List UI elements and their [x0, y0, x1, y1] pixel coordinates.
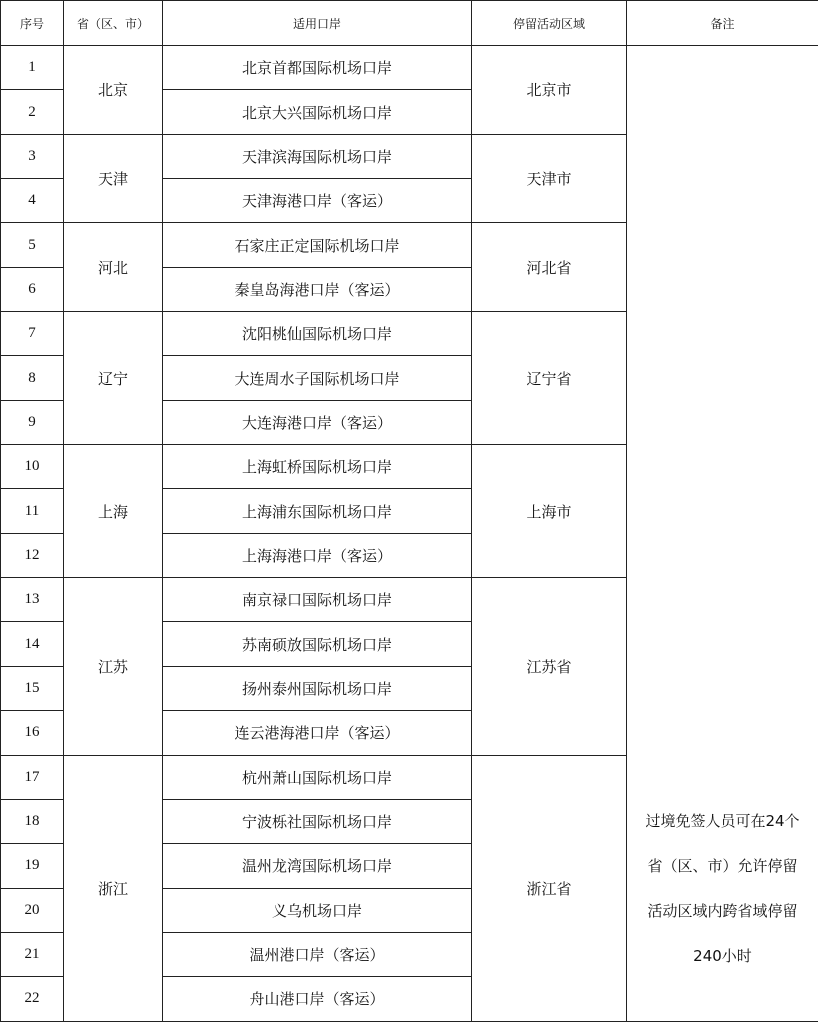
header-row — [1, 1, 818, 46]
row-area: 浙江省 — [472, 755, 627, 1021]
row-seq: 1 — [1, 46, 64, 90]
row-seq: 11 — [1, 489, 64, 533]
row-port: 杭州萧山国际机场口岸 — [163, 755, 472, 799]
row-area: 江苏省 — [472, 578, 627, 755]
row-seq: 12 — [1, 533, 64, 577]
table-row — [1, 46, 818, 90]
row-seq: 20 — [1, 888, 64, 932]
row-seq: 6 — [1, 267, 64, 311]
row-seq: 22 — [1, 977, 64, 1021]
row-seq: 7 — [1, 312, 64, 356]
row-area: 上海市 — [472, 445, 627, 578]
row-seq: 18 — [1, 799, 64, 843]
row-province: 江苏 — [64, 578, 163, 755]
row-seq: 15 — [1, 666, 64, 710]
row-port: 南京禄口国际机场口岸 — [163, 578, 472, 622]
remark-line: 240小时 — [693, 946, 752, 965]
row-seq: 19 — [1, 844, 64, 888]
row-seq: 13 — [1, 578, 64, 622]
row-port: 义乌机场口岸 — [163, 888, 472, 932]
row-port: 舟山港口岸（客运） — [163, 977, 472, 1021]
row-port: 石家庄正定国际机场口岸 — [163, 223, 472, 267]
row-province: 上海 — [64, 445, 163, 578]
row-port: 上海虹桥国际机场口岸 — [163, 445, 472, 489]
remark-line: 省（区、市）允许停留 — [647, 856, 798, 875]
header-area: 停留活动区域 — [472, 1, 627, 46]
row-seq: 2 — [1, 90, 64, 134]
row-seq: 21 — [1, 932, 64, 976]
row-area: 北京市 — [472, 46, 627, 135]
row-port: 沈阳桃仙国际机场口岸 — [163, 312, 472, 356]
header-province: 省（区、市） — [64, 1, 163, 46]
row-province: 河北 — [64, 223, 163, 312]
row-seq: 10 — [1, 445, 64, 489]
row-port: 扬州泰州国际机场口岸 — [163, 666, 472, 710]
table-body — [1, 46, 818, 1022]
row-port: 温州港口岸（客运） — [163, 932, 472, 976]
row-port: 天津海港口岸（客运） — [163, 179, 472, 223]
row-seq: 16 — [1, 711, 64, 755]
row-province: 天津 — [64, 134, 163, 223]
row-seq: 9 — [1, 400, 64, 444]
row-province: 浙江 — [64, 755, 163, 1021]
row-port: 秦皇岛海港口岸（客运） — [163, 267, 472, 311]
row-port: 温州龙湾国际机场口岸 — [163, 844, 472, 888]
row-province: 辽宁 — [64, 312, 163, 445]
row-area: 辽宁省 — [472, 312, 627, 445]
row-port: 大连海港口岸（客运） — [163, 400, 472, 444]
row-seq: 4 — [1, 179, 64, 223]
remark-line: 活动区域内跨省域停留 — [647, 901, 798, 920]
row-seq: 8 — [1, 356, 64, 400]
row-port: 上海浦东国际机场口岸 — [163, 489, 472, 533]
row-port: 宁波栎社国际机场口岸 — [163, 799, 472, 843]
row-port: 苏南硕放国际机场口岸 — [163, 622, 472, 666]
row-seq: 3 — [1, 134, 64, 178]
row-seq: 14 — [1, 622, 64, 666]
row-port: 大连周水子国际机场口岸 — [163, 356, 472, 400]
header-remark: 备注 — [627, 1, 818, 46]
header-seq: 序号 — [1, 1, 64, 46]
row-area: 天津市 — [472, 134, 627, 223]
row-port: 上海海港口岸（客运） — [163, 533, 472, 577]
remark-cell — [627, 46, 818, 1022]
row-port: 连云港海港口岸（客运） — [163, 711, 472, 755]
row-province: 北京 — [64, 46, 163, 135]
row-seq: 5 — [1, 223, 64, 267]
row-port: 北京大兴国际机场口岸 — [163, 90, 472, 134]
row-port: 北京首都国际机场口岸 — [163, 46, 472, 90]
header-port: 适用口岸 — [163, 1, 472, 46]
row-area: 河北省 — [472, 223, 627, 312]
row-seq: 17 — [1, 755, 64, 799]
row-port: 天津滨海国际机场口岸 — [163, 134, 472, 178]
remark-line: 过境免签人员可在24个 — [645, 811, 800, 830]
